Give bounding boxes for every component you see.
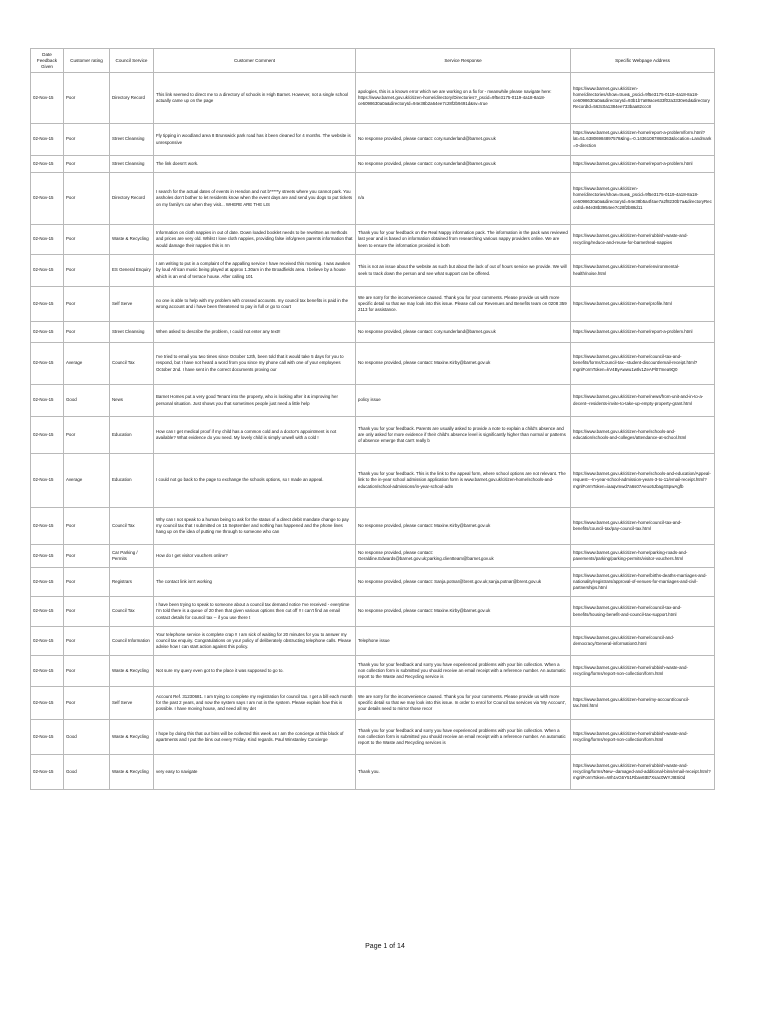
rating-cell: Poor	[64, 156, 110, 173]
response-cell: We are sorry for the inconvenience caused. Thank you for your comments. Please provide us with more specific detail so that we may look into this issue. Please call our Revenues and Benefits team on 0208 359 2113 for assistance.	[356, 287, 571, 322]
service-cell: Education	[110, 454, 154, 508]
service-cell: Council Tax	[110, 508, 154, 545]
response-cell: n/a	[356, 173, 571, 225]
page-number: Page 1 of 14	[365, 943, 405, 950]
url-cell: https://www.barnet.gov.uk/citizen-home/schools-and-education/Appeal-request---In-year-school-admission-years-3-to-11/email-receipt.html?mgnlFormToken=iaaqvmwd7a6s07Aeuo5Jbag4SpwAgfb	[571, 454, 715, 508]
date-cell: 02-Nov-15	[31, 687, 64, 720]
url-cell: https://www.barnet.gov.uk/citizen-home/my-account/council-tax.html.html	[571, 687, 715, 720]
url-cell: https://www.barnet.gov.uk/citizen-home/council-and-democracy/General-information0.html	[571, 627, 715, 656]
date-cell: 02-Nov-15	[31, 454, 64, 508]
rating-cell: Poor	[64, 225, 110, 255]
response-cell: Thank you for your feedback and sorry you have experienced problems with your bin collection. When a non collection form is submitted you should receive an email receipt with a reference number. An automatic report to the Waste and Recycling service is	[356, 656, 571, 687]
service-cell: ES General Enquiry	[110, 255, 154, 287]
url-cell: https://www.barnet.gov.uk/citizen-home/rubbish-waste-and-recycling/forms/report-non-collection/form.html	[571, 720, 715, 755]
comment-cell: I am writing to put in a complaint of the appalling service I have received this morning. I was awoken by loud African music being played at approx 1.30am in the Broadfields area. I believe by a house which is an end of terrace house. After calling 101	[154, 255, 356, 287]
comment-cell: Fly tipping in woodland area 8 Brunswick park road has it been cleaned for 4 months. The website is unresponsive	[154, 124, 356, 156]
response-cell: Telephone issue	[356, 627, 571, 656]
rating-cell: Poor	[64, 287, 110, 322]
url-cell: https://www.barnet.gov.uk/citizen-home/report-a-problem.html	[571, 156, 715, 173]
table-row	[31, 322, 715, 343]
service-cell: Registrars	[110, 568, 154, 597]
table-row	[31, 545, 715, 568]
header-url: Specific Webpage Address	[571, 49, 715, 73]
date-cell: 02-Nov-15	[31, 73, 64, 124]
rating-cell: Poor	[64, 173, 110, 225]
rating-cell: Poor	[64, 255, 110, 287]
table-row	[31, 385, 715, 417]
table-row	[31, 597, 715, 627]
rating-cell: Poor	[64, 597, 110, 627]
response-cell: This is not an issue about the website as such but about the lack of out of hours service we provide. We will seek to track down the person and see what support can be offered.	[356, 255, 571, 287]
table-row	[31, 73, 715, 124]
url-cell: https://www.barnet.gov.uk/citizen-home/rubbish-waste-and-recycling/forms/report-non-collection/form.html	[571, 656, 715, 687]
response-cell: No response provided, please contact: cory.sunderland@barnet.gov.uk	[356, 156, 571, 173]
response-cell: Thank you for your feedback. This is the link to the appeal form, where school options are not relevant. The link to the in-year school admission application form is www.barnet.gov.uk/citizen-home/schools-and-education/school-admissions/in-year-school-adm	[356, 454, 571, 508]
comment-cell: very easy to navigate	[154, 755, 356, 790]
response-cell: No response provided, please contact: Geraldine.Edwards@barnet.gov.uk;parking.clientteam@barnet.gov.uk	[356, 545, 571, 568]
comment-cell: I search for the actual dates of events in Hendon and not b*****y streets where you cannot park. You assholes don't bother to let residents know when the event days are and send you dogs to put tickets on my family's car when they visit... WHERE ARE THE LIS	[154, 173, 356, 225]
date-cell: 02-Nov-15	[31, 156, 64, 173]
header-service: Council Service	[110, 49, 154, 73]
table-row	[31, 627, 715, 656]
url-cell: https://www.barnet.gov.uk/citizen-home/schools-and-education/schools-and-colleges/attendance-at-school.html	[571, 417, 715, 454]
comment-cell: How can I get medical proof if my child has a common cold and a doctor's appointment is not available? What evidence do you need. My lovely child is simply unwell with a cold !	[154, 417, 356, 454]
table-header-row	[31, 49, 715, 73]
response-cell: No response provided, please contact: Maxine.Kirby@barnet.gov.uk	[356, 508, 571, 545]
date-cell: 02-Nov-15	[31, 385, 64, 417]
date-cell: 02-Nov-15	[31, 322, 64, 343]
table-row	[31, 508, 715, 545]
rating-cell: Poor	[64, 656, 110, 687]
url-cell: https://www.barnet.gov.uk/citizen-home/profile.html	[571, 287, 715, 322]
url-cell: https://www.barnet.gov.uk/citizen-home/rubbish-waste-and-recycling/forms/New--damaged-and-additional-bins/email-receipt.html?mgnlFormToken=Wh1vG6Y51Rbav6tB7Xsac0WYJI8Si0d	[571, 755, 715, 790]
date-cell: 02-Nov-15	[31, 225, 64, 255]
service-cell: Street Cleansing	[110, 156, 154, 173]
service-cell: Car Parking / Permits	[110, 545, 154, 568]
rating-cell: Poor	[64, 627, 110, 656]
rating-cell: Poor	[64, 124, 110, 156]
url-cell: https://www.barnet.gov.uk/citizen-home/news/from-unit-and-in-to-a-decent--residents-invite-to-take-up-empty-property-grant.html	[571, 385, 715, 417]
url-cell: https://www.barnet.gov.uk/citizen-home/rubbish-waste-and-recycling/reduce-and-reuse-for-barnet/real-nappies	[571, 225, 715, 255]
rating-cell: Poor	[64, 73, 110, 124]
response-cell: No response provided, please contact: Maxine.Kirby@barnet.gov.uk	[356, 343, 571, 385]
comment-cell: Account Ref. 31230681. I am trying to complete my registration for council tax. I get a bill each month for the past 2 years, and now the system says I am not in the system. Please explain how this is possible. I have moving house, and need all my det	[154, 687, 356, 720]
service-cell: Self Serve	[110, 287, 154, 322]
table-row	[31, 417, 715, 454]
comment-cell: I have been trying to speak to someone about a council tax demand notice I've received - everytime I'm told there is a queue of 20 then that given various options then cut off !! I can't find an email contact details for council tax -- if you use there t	[154, 597, 356, 627]
table-row	[31, 173, 715, 225]
table-row	[31, 720, 715, 755]
url-cell: https://www.barnet.gov.uk/citizen-home/council-tax-and-benefits/forms/Council-tax--student-discount/email-receipt.html?mgnlFormToken=kV4ByAwwu1wtlv1ZeAPl07mea9Q0	[571, 343, 715, 385]
url-cell: https://www.barnet.gov.uk/citizen-home/directories/show=true&_pscid=9f5e3175-0119-4a18-8a18-ce6098630a0a&directoryId=94e38b5a4f4ae7a2f8230b7a&directoryRecordId=94e38b3954ee7c28f2b88d11	[571, 173, 715, 225]
date-cell: 02-Nov-15	[31, 656, 64, 687]
comment-cell: Information on cloth nappies in out of date. Down loaded booklet needs to be rewritten as methods and prices are very old. Whilst I love cloth nappies, providing false info/green parents information that would damage their nappies this is rm	[154, 225, 356, 255]
response-cell: We are sorry for the inconvenience caused. Thank you for your comments. Please provide us with more specific detail so that we may look into this issue. In order to enrol for Council tax services via 'My Account', your details need to mirror those recor	[356, 687, 571, 720]
table-row	[31, 755, 715, 790]
comment-cell: I hope by doing this that our bins will be collected this week as I am the concierge at this block of apartments and I put the bins out every Friday. Kind regards. Paul Winstanley Concierge	[154, 720, 356, 755]
header-comment: Customer Comment	[154, 49, 356, 73]
date-cell: 02-Nov-15	[31, 720, 64, 755]
comment-cell: When asked to describe the problem, I could not enter any text!!	[154, 322, 356, 343]
service-cell: Waste & Recycling	[110, 720, 154, 755]
rating-cell: Average	[64, 343, 110, 385]
header-rating: Customer rating	[64, 49, 110, 73]
service-cell: Council Information	[110, 627, 154, 656]
service-cell: Self Serve	[110, 687, 154, 720]
rating-cell: Poor	[64, 687, 110, 720]
date-cell: 02-Nov-15	[31, 124, 64, 156]
table-row	[31, 343, 715, 385]
response-cell: Thank you.	[356, 755, 571, 790]
url-cell: https://www.barnet.gov.uk/citizen-home/directories/show=true&_pscid=9f5e3175-0119-4a18-8a18-ce6098630a0a&directoryId=93b1b7a89ace633f02a3330e6d&directoryRecordId=563c0a1384ee733baa82ccc8	[571, 73, 715, 124]
response-cell: Thank you for your feedback. Parents are usually asked to provide a note to explain a child's absence and are only asked for more evidence if their child's absence level is significantly higher than normal or patterns of absence emerge that can't really b	[356, 417, 571, 454]
url-cell: https://www.barnet.gov.uk/citizen-home/parking-roads-and-pavements/parking/parking-permits/visitor-vouchers.html	[571, 545, 715, 568]
table-row	[31, 124, 715, 156]
table-row	[31, 568, 715, 597]
comment-cell: I've tried to email you two times since October 12th, been told that it would take 5 days for you to respond, but I have not heard a word from you since my phone call with one of your employees October 2nd. I have sent in the correct documents proving our	[154, 343, 356, 385]
date-cell: 02-Nov-15	[31, 173, 64, 225]
table-row	[31, 156, 715, 173]
rating-cell: Poor	[64, 508, 110, 545]
table-row	[31, 454, 715, 508]
response-cell: No response provided, please contact: Maxine.Kirby@barnet.gov.uk	[356, 597, 571, 627]
date-cell: 02-Nov-15	[31, 627, 64, 656]
rating-cell: Good	[64, 385, 110, 417]
comment-cell: Barnet Homes put a very good Tenant into the property, who is looking after it & improving her personal situation. Just shows you that sometimes people just need a little help	[154, 385, 356, 417]
response-cell: policy issue	[356, 385, 571, 417]
service-cell: Directory Record	[110, 73, 154, 124]
date-cell: 02-Nov-15	[31, 545, 64, 568]
feedback-table	[30, 48, 715, 790]
service-cell: Street Cleansing	[110, 322, 154, 343]
url-cell: https://www.barnet.gov.uk/citizen-home/births-deaths-marriages-and-nationality/registrars/approval-of-venues-for-marriages-and-civil-partnerships.html	[571, 568, 715, 597]
date-cell: 02-Nov-15	[31, 343, 64, 385]
comment-cell: Not sure my query even got to the place it was supposed to go to.	[154, 656, 356, 687]
comment-cell: Your telephone service is complete crap !! I am sick of waiting for 20 minutes for you to answer my council tax enquiry. Congratulations on your policy of deliberately obstructing telephone calls. Please advise how I can start action against this policy.	[154, 627, 356, 656]
header-date: Date Feedback Given	[31, 49, 64, 73]
response-cell: No response provided, please contact: Sanja.potnar@brent.gov.uk;sanja.potnar@brent.gov.uk	[356, 568, 571, 597]
rating-cell: Poor	[64, 545, 110, 568]
url-cell: https://www.barnet.gov.uk/citizen-home/report-a-problem/form.html?lat=51.63806984897578&lng=-0.14361087868363&location=Landmark=0-direction	[571, 124, 715, 156]
table-row	[31, 287, 715, 322]
date-cell: 02-Nov-15	[31, 755, 64, 790]
service-cell: Waste & Recycling	[110, 656, 154, 687]
rating-cell: Average	[64, 454, 110, 508]
date-cell: 02-Nov-15	[31, 417, 64, 454]
url-cell: https://www.barnet.gov.uk/citizen-home/council-tax-and-benefits/council-tax/pay-council-tax.html	[571, 508, 715, 545]
comment-cell: The contact link isn't working	[154, 568, 356, 597]
comment-cell: The link doesn't work.	[154, 156, 356, 173]
table-row	[31, 225, 715, 255]
date-cell: 02-Nov-15	[31, 508, 64, 545]
url-cell: https://www.barnet.gov.uk/citizen-home/council-tax-and-benefits/housing-benefit-and-council-tax-support.html	[571, 597, 715, 627]
comment-cell: How do I get visitor vouchers online?	[154, 545, 356, 568]
service-cell: Council Tax	[110, 343, 154, 385]
comment-cell: This link seemed to direct me to a directory of schools in High Barnet. However, not a single school actually came up on the page	[154, 73, 356, 124]
response-cell: No response provided, please contact: cory.sunderland@barnet.gov.uk	[356, 124, 571, 156]
header-response: Service Response	[356, 49, 571, 73]
response-cell: Thank you for your feedback on the Real Nappy information pack. The information in the pack was reviewed last year and is based on information obtained from researching various nappy providers online. We are keen to ensure the information provided is both	[356, 225, 571, 255]
response-cell: No response provided, please contact: cory.sunderland@barnet.gov.uk	[356, 322, 571, 343]
table-row	[31, 656, 715, 687]
service-cell: Waste & Recycling	[110, 225, 154, 255]
comment-cell: no one is able to help with my problem with crossed accounts. my council tax benefits is paid in the wrong account and i have been threatened to pay in full or go to court	[154, 287, 356, 322]
date-cell: 02-Nov-15	[31, 597, 64, 627]
rating-cell: Poor	[64, 417, 110, 454]
date-cell: 02-Nov-15	[31, 568, 64, 597]
date-cell: 02-Nov-15	[31, 287, 64, 322]
service-cell: Education	[110, 417, 154, 454]
response-cell: Thank you for your feedback and sorry you have experienced problems with your bin collection. When a non collection form is submitted you should receive an email receipt with a reference number. An automatic report to the Waste and Recycling services is	[356, 720, 571, 755]
url-cell: https://www.barnet.gov.uk/citizen-home/environmental-health/noise.html	[571, 255, 715, 287]
service-cell: Street Cleansing	[110, 124, 154, 156]
comment-cell: Why can I not speak to a human being to ask for the status of a direct debit mandate change to pay my council tax that I submitted on 15 September and nothing has happened and the phone lines hang up on the idea of putting me through to someone who can	[154, 508, 356, 545]
rating-cell: Poor	[64, 322, 110, 343]
rating-cell: Good	[64, 755, 110, 790]
table-row	[31, 687, 715, 720]
rating-cell: Poor	[64, 568, 110, 597]
service-cell: News	[110, 385, 154, 417]
response-cell: apologies, this is a known error which we are working on a fix for - meanwhile please navigate here: https://www.barnet.gov.uk/citizen-home/directory/Directories?_pscid=9f5e3175-0119-4a18-8a18-ce6098630a0a&directoryId=94e38b2a64ee7c28f2b9491d&sv=true	[356, 73, 571, 124]
date-cell: 02-Nov-15	[31, 255, 64, 287]
service-cell: Waste & Recycling	[110, 755, 154, 790]
url-cell: https://www.barnet.gov.uk/citizen-home/report-a-problem.html	[571, 322, 715, 343]
service-cell: Directory Record	[110, 173, 154, 225]
table-row	[31, 255, 715, 287]
comment-cell: I could not go back to the page to exchange the schools options, so I made an appeal.	[154, 454, 356, 508]
rating-cell: Good	[64, 720, 110, 755]
service-cell: Council Tax	[110, 597, 154, 627]
